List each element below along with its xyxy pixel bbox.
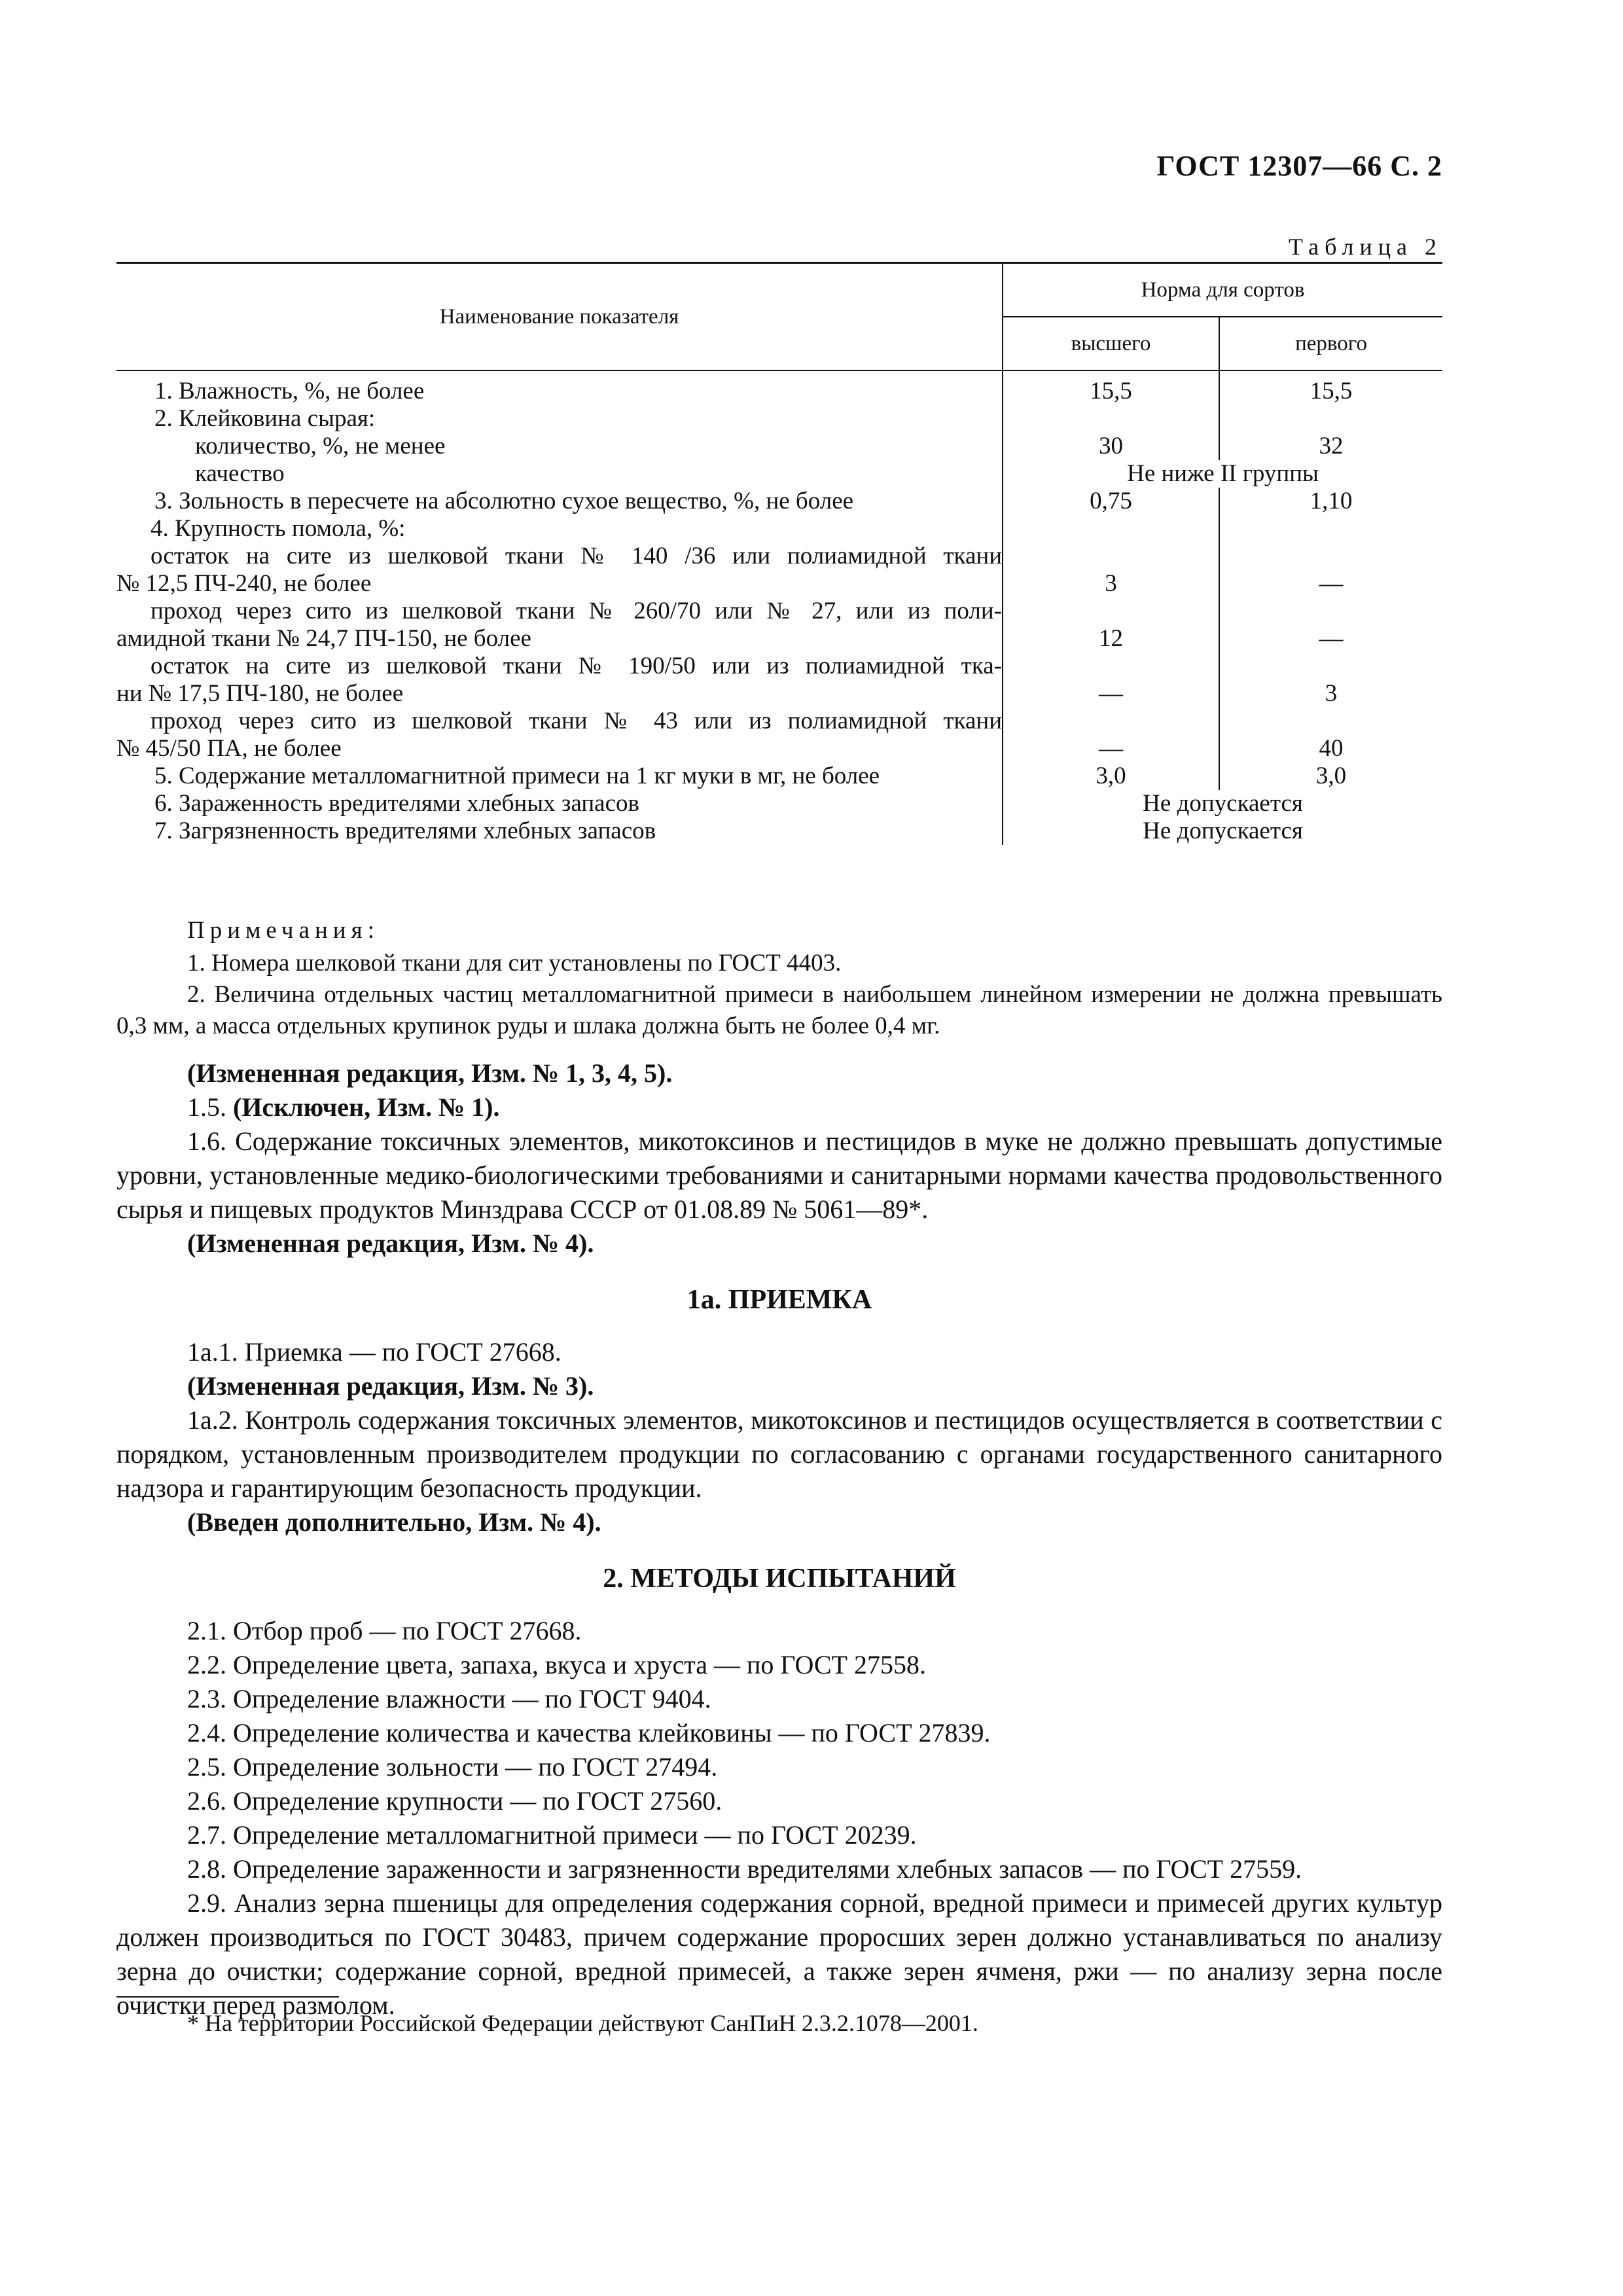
notes-title: Примечания: [187,917,380,944]
row-value-first [1219,598,1442,625]
table-row [116,735,1442,762]
row-value-first [1219,653,1442,680]
table-row [116,817,1442,845]
clause-1-6: 1.6. Содержание токсичных элементов, микотоксинов и пестицидов в муке не должно превышать допустимые уровни, установленные медико-биологическими требованиями и санитарными нормами качества продовольственного сырья и пищевых продуктов Минздрава СССР от 01.08.89 № 5061—89*. [116,1126,1442,1224]
table-row [116,570,1442,598]
table-row [116,488,1442,515]
row-value-first: — [1319,570,1344,597]
footnote: * На территории Российской Федерации действуют СанПиН 2.3.2.1078—2001. [187,2010,978,2036]
column-header-premium: высшего [1003,317,1219,370]
row-name: 1. Влажность, %, не более [116,370,1003,405]
row-value-first [1219,515,1442,543]
clause-2-3: 2.3. Определение влажности — по ГОСТ 9404. [187,1684,711,1713]
row-value-premium [1003,515,1219,543]
row-value-premium [1003,708,1219,735]
amendment-note: (Измененная редакция, Изм. № 4). [187,1229,594,1258]
row-value-premium [1003,653,1219,680]
row-name: остаток на сите из шелковой ткани № 190/50 или из полиамидной тка- [116,653,1003,680]
note-2: 2. Величина отдельных частиц металломагнитной примеси в наибольшем линейном измерении не должна превышать 0,3 мм, а масса отдельных крупинок руды и шлака должна быть не более 0,4 мг. [116,981,1442,1039]
row-value-both: Не ниже II группы [1127,460,1319,487]
row-name: № 12,5 ПЧ-240, не более [116,570,1003,598]
clause-1a-2: 1а.2. Контроль содержания токсичных элементов, микотоксинов и пестицидов осуществляется в соответствии с порядком, установленным производителем продукции по согласованию с органами государственного санитарного надзора и гарантирующим безопасность продукции. [116,1405,1442,1503]
clause-1a-1: 1а.1. Приемка — по ГОСТ 27668. [187,1337,562,1367]
clause-2-6: 2.6. Определение крупности — по ГОСТ 27560. [187,1786,722,1816]
column-header-norm: Норма для сортов [1003,263,1442,317]
table-row [116,433,1442,460]
amendment-note: (Измененная редакция, Изм. № 1, 3, 4, 5). [187,1058,673,1088]
row-value-both: Не допускается [1143,817,1303,844]
norms-table [116,262,1442,845]
row-value-premium: 15,5 [1003,370,1219,405]
row-value-first [1219,405,1442,433]
row-value-premium [1003,405,1219,433]
row-name: количество, %, не менее [116,433,1003,460]
row-value-first: 15,5 [1310,378,1353,404]
table-row [116,653,1442,680]
page-header: ГОСТ 12307—66 С. 2 [1156,150,1442,182]
row-value-premium: — [1003,735,1219,762]
clause-2-9: 2.9. Анализ зерна пшеницы для определения содержания сорной, вредной примеси и примесей других культур должен производиться по ГОСТ 30483, причем содержание проросших зерен должно устанавливаться по анализу зерна до очистки; содержание сорной, вредной примесей, а также зерен ячменя, ржи — по анализу зерна после очистки перед размолом. [116,1888,1442,2020]
row-value-premium [1003,598,1219,625]
row-value-premium: 12 [1003,625,1219,653]
row-value-first [1219,543,1442,570]
note-1: 1. Номера шелковой ткани для сит установлены по ГОСТ 4403. [187,950,842,977]
table-row [116,405,1442,433]
amendment-note: (Измененная редакция, Изм. № 3). [187,1371,594,1401]
row-name: 2. Клейковина сырая: [116,405,1003,433]
row-name: ни № 17,5 ПЧ-180, не более [116,680,1003,708]
table-row [116,370,1442,405]
clause-2-8: 2.8. Определение зараженности и загрязненности вредителями хлебных запасов — по ГОСТ 27559. [187,1854,1302,1884]
section-heading-test-methods: 2. МЕТОДЫ ИСПЫТАНИЙ [603,1564,956,1594]
clause-2-5: 2.5. Определение зольности — по ГОСТ 27494. [187,1752,718,1782]
table-row [116,790,1442,817]
row-value-first: 1,10 [1310,488,1353,514]
row-value-premium: 3 [1003,570,1219,598]
table-row [116,460,1442,488]
clause-2-7: 2.7. Определение металломагнитной примеси — по ГОСТ 20239. [187,1820,917,1850]
section-heading-acceptance: 1а. ПРИЕМКА [687,1285,872,1315]
row-name: 6. Зараженность вредителями хлебных запасов [116,790,1003,817]
table-row [116,680,1442,708]
table-row [116,762,1442,790]
row-name: проход через сито из шелковой ткани № 43 или из полиамидной ткани [116,708,1003,735]
clause-number: 1.5. [187,1092,226,1122]
row-name: 3. Зольность в пересчете на абсолютно сухое вещество, %, не более [116,488,1003,515]
row-value-premium: — [1003,680,1219,708]
clause-2-4: 2.4. Определение количества и качества клейковины — по ГОСТ 27839. [187,1718,991,1748]
table-row [116,598,1442,625]
row-value-first: — [1319,625,1344,652]
row-name: 4. Крупность помола, %: [116,515,1003,543]
row-name: качество [116,460,1003,488]
row-value-first: 40 [1319,735,1344,762]
row-value-first [1219,708,1442,735]
row-name: 7. Загрязненность вредителями хлебных запасов [116,817,1003,845]
table-caption: Таблица 2 [1289,234,1442,260]
row-value-premium: 0,75 [1003,488,1219,515]
document-body [116,914,1442,2022]
footnote-divider [116,1996,339,1998]
row-name: остаток на сите из шелковой ткани № 140 /36 или полиамидной ткани [116,543,1003,570]
table-row [116,625,1442,653]
row-value-premium: 30 [1003,433,1219,460]
row-name: амидной ткани № 24,7 ПЧ-150, не более [116,625,1003,653]
table-row [116,515,1442,543]
clause-2-2: 2.2. Определение цвета, запаха, вкуса и хруста — по ГОСТ 27558. [187,1650,926,1679]
row-value-first: 32 [1319,433,1344,459]
clause-1-5 [116,1090,1442,1124]
row-name: проход через сито из шелковой ткани № 260/70 или № 27, или из поли- [116,598,1003,625]
clause-text: (Исключен, Изм. № 1). [233,1092,500,1122]
row-name: 5. Содержание металломагнитной примеси на 1 кг муки в мг, не более [116,762,1003,790]
table-row [116,708,1442,735]
column-header-first: первого [1219,317,1442,370]
row-name: № 45/50 ПА, не более [116,735,1003,762]
row-value-first: 3,0 [1315,762,1347,789]
clause-2-1: 2.1. Отбор проб — по ГОСТ 27668. [187,1616,582,1645]
row-value-first: 3 [1325,680,1338,707]
table-row [116,543,1442,570]
row-value-premium: 3,0 [1003,762,1219,790]
row-value-both: Не допускается [1143,790,1303,817]
row-value-premium [1003,543,1219,570]
column-header-name: Наименование показателя [116,263,1003,371]
amendment-note: (Введен дополнительно, Изм. № 4). [187,1507,601,1537]
